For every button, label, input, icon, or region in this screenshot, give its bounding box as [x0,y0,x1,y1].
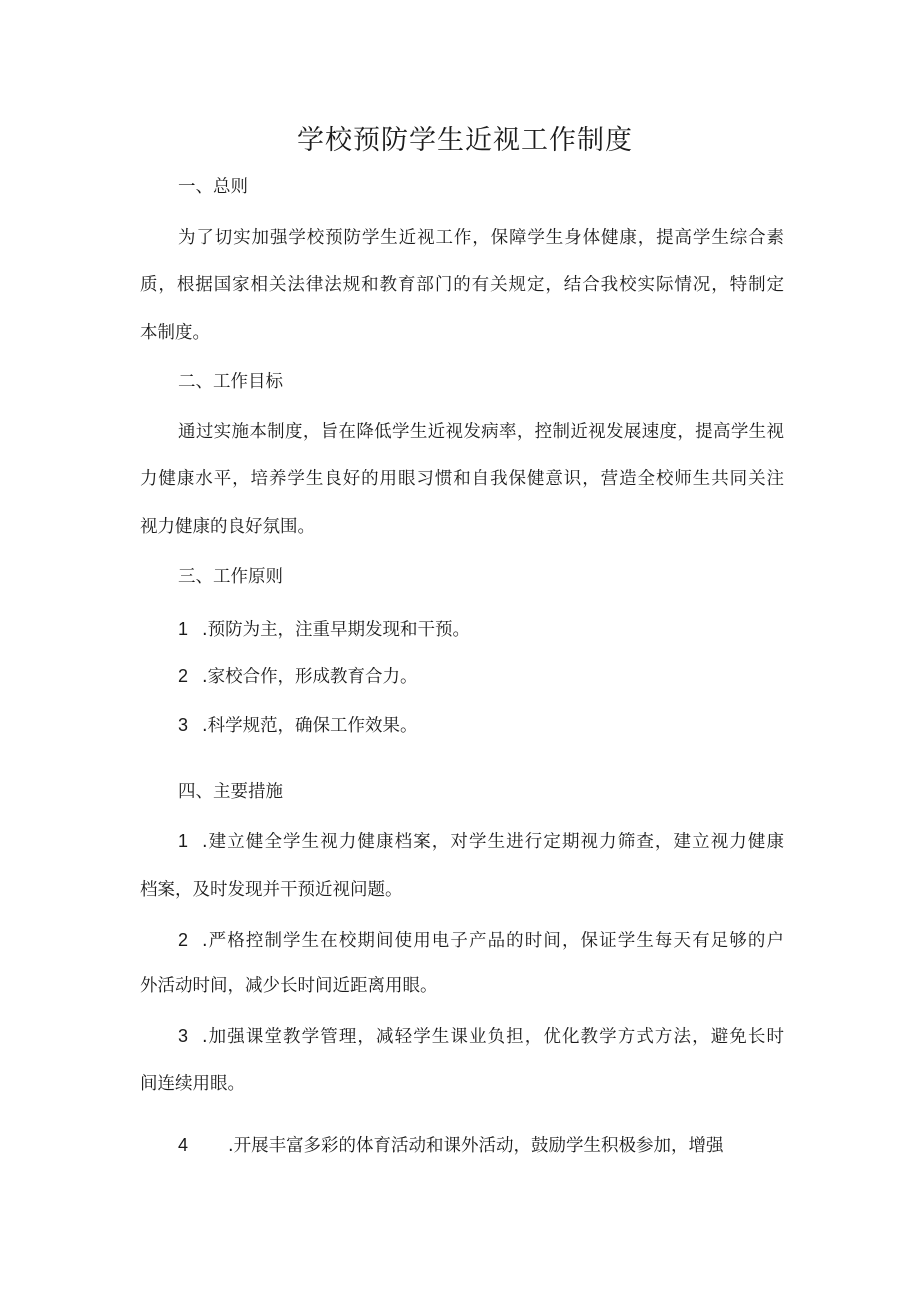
paragraph-line: 间连续用眼。 [140,1074,245,1094]
list-item: 1 .预防为主，注重早期发现和干预。 [178,619,471,640]
paragraph-line: 外活动时间，减少长时间近距离用眼。 [140,976,438,996]
paragraph-line: 力健康水平，培养学生良好的用眼习惯和自我保健意识，营造全校师生共同关注 [140,469,784,489]
list-number: 4 [178,1135,189,1155]
list-number: 1 [178,619,189,639]
paragraph-line: 视力健康的良好氛围。 [140,517,315,537]
list-number: 3 [178,1026,189,1046]
list-item: 2 .严格控制学生在校期间使用电子产品的时间，保证学生每天有足够的户 [178,930,784,951]
paragraph-line: 通过实施本制度，旨在降低学生近视发病率，控制近视发展速度，提高学生视 [178,422,784,442]
list-number: 2 [178,666,189,686]
section-heading: 一、总则 [178,177,248,197]
paragraph-line: 本制度。 [140,323,210,343]
paragraph-line: 质，根据国家相关法律法规和教育部门的有关规定，结合我校实际情况，特制定 [140,275,784,295]
list-number: 1 [178,831,189,851]
list-number: 3 [178,715,189,735]
section-heading: 四、主要措施 [178,782,283,802]
section-heading: 三、工作原则 [178,567,283,587]
list-item: 2 .家校合作，形成教育合力。 [178,666,418,687]
list-item: 3 .加强课堂教学管理，减轻学生课业负担，优化教学方式方法，避免长时 [178,1026,784,1047]
section-heading: 二、工作目标 [178,372,283,392]
paragraph-line: 档案，及时发现并干预近视问题。 [140,880,403,900]
document-title: 学校预防学生近视工作制度 [297,125,633,156]
list-item: 3 .科学规范，确保工作效果。 [178,715,418,736]
list-number: 2 [178,930,189,950]
list-item: 4 .开展丰富多彩的体育活动和课外活动，鼓励学生积极参加，增强 [178,1135,724,1156]
paragraph-line: 为了切实加强学校预防学生近视工作，保障学生身体健康，提高学生综合素 [178,228,784,248]
list-item: 1 .建立健全学生视力健康档案，对学生进行定期视力筛查，建立视力健康 [178,831,784,852]
